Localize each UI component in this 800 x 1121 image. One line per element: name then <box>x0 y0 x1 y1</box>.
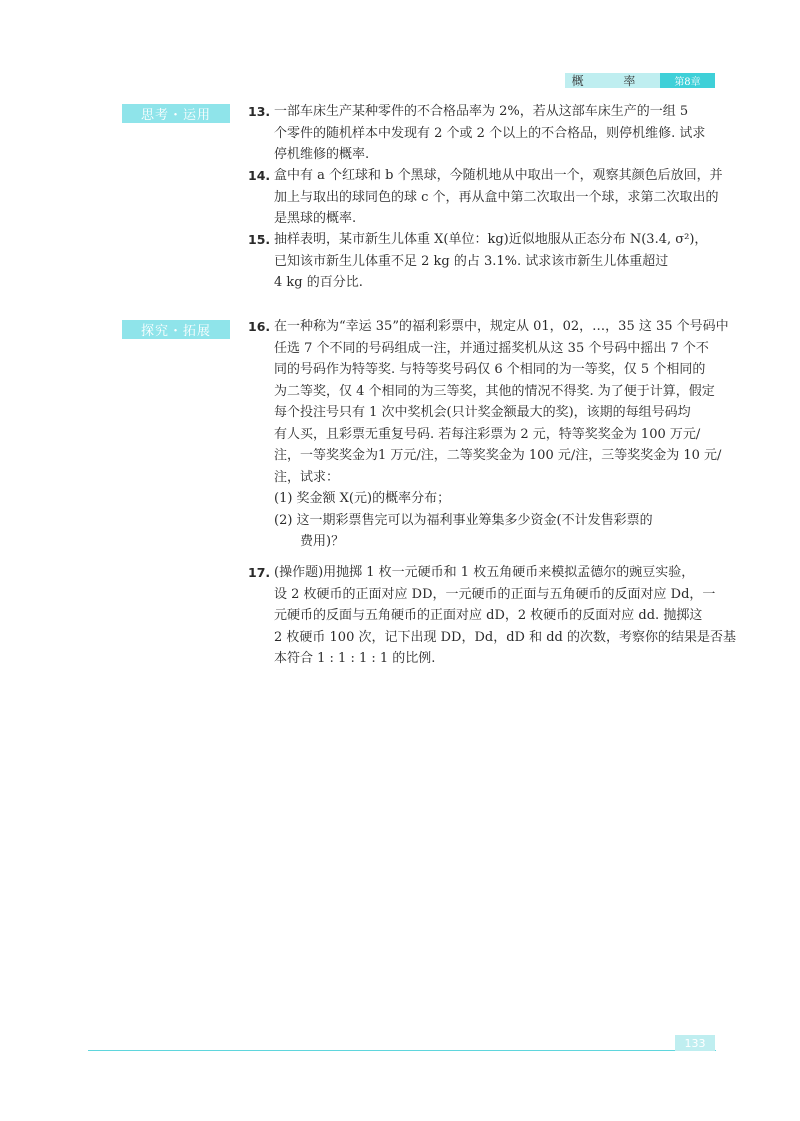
problem-number: 14. <box>248 168 271 183</box>
problem-line: 注，试求： <box>274 469 340 485</box>
problem-subitem: 费用)？ <box>300 534 345 549</box>
problem-line: 任选 7 个不同的号码组成一注，并通过摇奖机从这 35 个号码中摇出 7 个不 <box>274 340 709 356</box>
problem-13 <box>248 101 730 166</box>
problem-line: 抽样表明，某市新生儿体重 X(单位：kg)近似地服从正态分布 N(3.4, σ²)， <box>274 232 708 247</box>
problem-number: 13. <box>248 104 271 119</box>
problem-line: 已知该市新生儿体重不足 2 kg 的占 3.1%. 试求该市新生儿体重超过 <box>274 253 669 269</box>
section-tag-explore-extend: 探究・拓展 <box>122 320 230 339</box>
problem-line: 2 枚硬币 100 次，记下出现 DD，Dd，dD 和 dd 的次数，考察你的结果是否基 <box>274 629 736 645</box>
problem-line: 是黑球的概率. <box>274 211 357 226</box>
problem-line: 同的号码作为特等奖. 与特等奖号码仅 6 个相同的为一等奖，仅 5 个相同的 <box>274 362 706 377</box>
chapter-label: 第8章 <box>660 73 715 88</box>
problem-number: 15. <box>248 232 271 247</box>
problem-14 <box>248 165 730 230</box>
problem-line: 在一种称为“幸运 35”的福利彩票中，规定从 01，02，…，35 这 35 个号码中 <box>274 319 729 334</box>
problem-line: 个零件的随机样本中发现有 2 个或 2 个以上的不合格品，则停机维修. 试求 <box>274 125 706 141</box>
problem-line: 有人买，且彩票无重复号码. 若每注彩票为 2 元，特等奖奖金为 100 万元/ <box>274 426 701 442</box>
problem-number: 17. <box>248 565 271 580</box>
problem-line: 加上与取出的球同色的球 c 个，再从盒中第二次取出一个球，求第二次取出的 <box>274 189 719 205</box>
problem-line: 本符合 1 : 1 : 1 : 1 的比例. <box>274 651 436 666</box>
problem-16 <box>248 316 730 553</box>
problem-line: 设 2 枚硬币的正面对应 DD，一元硬币的正面与五角硬币的反面对应 Dd，一 <box>274 586 716 602</box>
problem-subitem: (1) 奖金额 X(元)的概率分布； <box>274 491 451 506</box>
problem-subitem: (2) 这一期彩票售完可以为福利事业筹集多少资金(不计发售彩票的 <box>274 512 653 528</box>
problem-line: (操作题)用抛掷 1 枚一元硬币和 1 枚五角硬币来模拟孟德尔的豌豆实验， <box>274 565 695 580</box>
chapter-header <box>565 73 715 88</box>
problem-line: 注，一等奖奖金为1 万元/注，二等奖奖金为 100 元/注，三等奖奖金为 10 元/ <box>274 448 722 463</box>
problem-15 <box>248 229 730 294</box>
problem-line: 4 kg 的百分比. <box>274 275 363 290</box>
problem-number: 16. <box>248 319 271 334</box>
problem-line: 停机维修的概率. <box>274 147 370 162</box>
problem-line: 盒中有 a 个红球和 b 个黑球，今随机地从中取出一个，观察其颜色后放回，并 <box>274 168 723 183</box>
footer-divider <box>88 1050 716 1051</box>
page-number: 133 <box>675 1035 715 1051</box>
problem-line: 每个投注号只有 1 次中奖机会(只计奖金额最大的奖)，该期的每组号码均 <box>274 405 691 420</box>
chapter-title: 概 率 <box>565 73 660 88</box>
problem-17 <box>248 562 736 670</box>
problem-line: 一部车床生产某种零件的不合格品率为 2%，若从这部车床生产的一组 5 <box>274 104 689 119</box>
problem-line: 元硬币的反面与五角硬币的正面对应 dD，2 枚硬币的反面对应 dd. 抛掷这 <box>274 608 703 623</box>
section-tag-think-apply: 思考・运用 <box>122 104 230 123</box>
problem-line: 为二等奖，仅 4 个相同的为三等奖，其他的情况不得奖. 为了便于计算，假定 <box>274 383 715 399</box>
